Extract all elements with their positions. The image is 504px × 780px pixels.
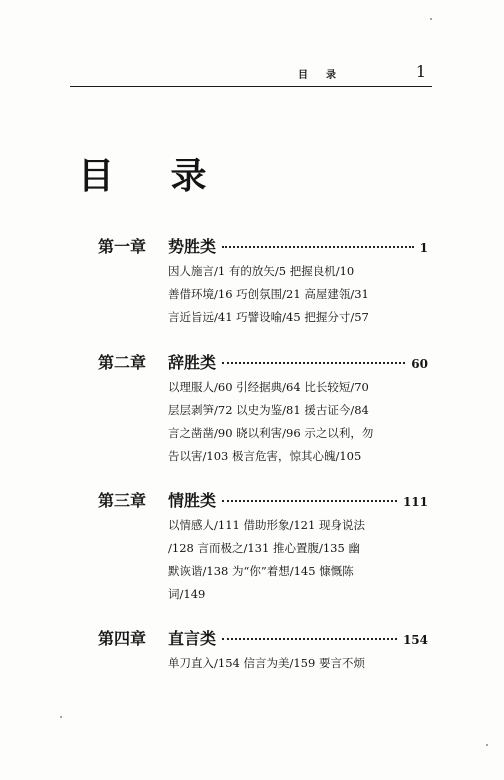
toc-title: 目 录 — [78, 156, 229, 197]
entry-line[interactable]: 单刀直入/154 信言为美/159 要言不烦 — [168, 656, 365, 670]
entry-line[interactable]: 言近旨远/41 巧譬设喻/45 把握分寸/57 — [168, 310, 369, 324]
chapter-heading[interactable] — [98, 234, 428, 256]
scan-speck — [60, 716, 62, 718]
leader-dots — [222, 246, 414, 248]
scan-speck — [430, 18, 432, 20]
chapter-number: 第二章 — [98, 353, 147, 372]
running-header — [70, 62, 432, 87]
chapter-page: 1 — [419, 241, 428, 255]
chapter-heading[interactable] — [98, 488, 428, 510]
chapter-name: 情胜类 — [168, 491, 217, 510]
chapter-name: 辞胜类 — [168, 353, 217, 372]
entry-line[interactable]: 言之凿凿/90 晓以利害/96 示之以利，勿 — [168, 426, 374, 440]
entry-line[interactable]: 告以害/103 极言危害，惊其心魄/105 — [168, 449, 362, 463]
entry-line[interactable]: 以情感人/111 借助形象/121 现身说法 — [168, 518, 365, 532]
chapter-number: 第一章 — [98, 237, 147, 256]
chapter-page: 154 — [402, 633, 428, 647]
chapter-entries — [168, 260, 428, 329]
chapter-1 — [98, 234, 428, 329]
entry-line[interactable]: 默诙谐/138 为“你”着想/145 慷慨陈 — [168, 564, 354, 578]
running-title: 目录 — [298, 70, 354, 81]
chapter-name: 势胜类 — [168, 237, 217, 256]
entry-line[interactable]: 层层剥笋/72 以史为鉴/81 援古证今/84 — [168, 403, 369, 417]
chapter-page: 111 — [402, 495, 428, 509]
leader-dots — [222, 362, 405, 364]
chapter-heading[interactable] — [98, 626, 428, 648]
scan-speck — [486, 744, 488, 746]
chapter-number: 第四章 — [98, 629, 147, 648]
chapter-4 — [98, 626, 428, 675]
chapter-entries — [168, 376, 428, 468]
chapter-entries — [168, 652, 428, 675]
chapter-2 — [98, 350, 428, 468]
page-number: 1 — [415, 62, 426, 81]
chapter-heading[interactable] — [98, 350, 428, 372]
leader-dots — [222, 638, 397, 640]
chapter-page: 60 — [411, 357, 428, 371]
chapter-name: 直言类 — [168, 629, 217, 648]
entry-line[interactable]: 以理服人/60 引经据典/64 比长较短/70 — [168, 380, 369, 394]
chapter-entries — [168, 514, 428, 606]
entry-line[interactable]: 善借环境/16 巧创氛围/21 高屋建瓴/31 — [168, 287, 369, 301]
entry-line[interactable]: 词/149 — [168, 587, 206, 601]
leader-dots — [222, 500, 397, 502]
entry-line[interactable]: 因人施言/1 有的放矢/5 把握良机/10 — [168, 264, 355, 278]
chapter-number: 第三章 — [98, 491, 147, 510]
chapter-3 — [98, 488, 428, 606]
entry-line[interactable]: /128 言而极之/131 推心置腹/135 幽 — [168, 541, 360, 555]
